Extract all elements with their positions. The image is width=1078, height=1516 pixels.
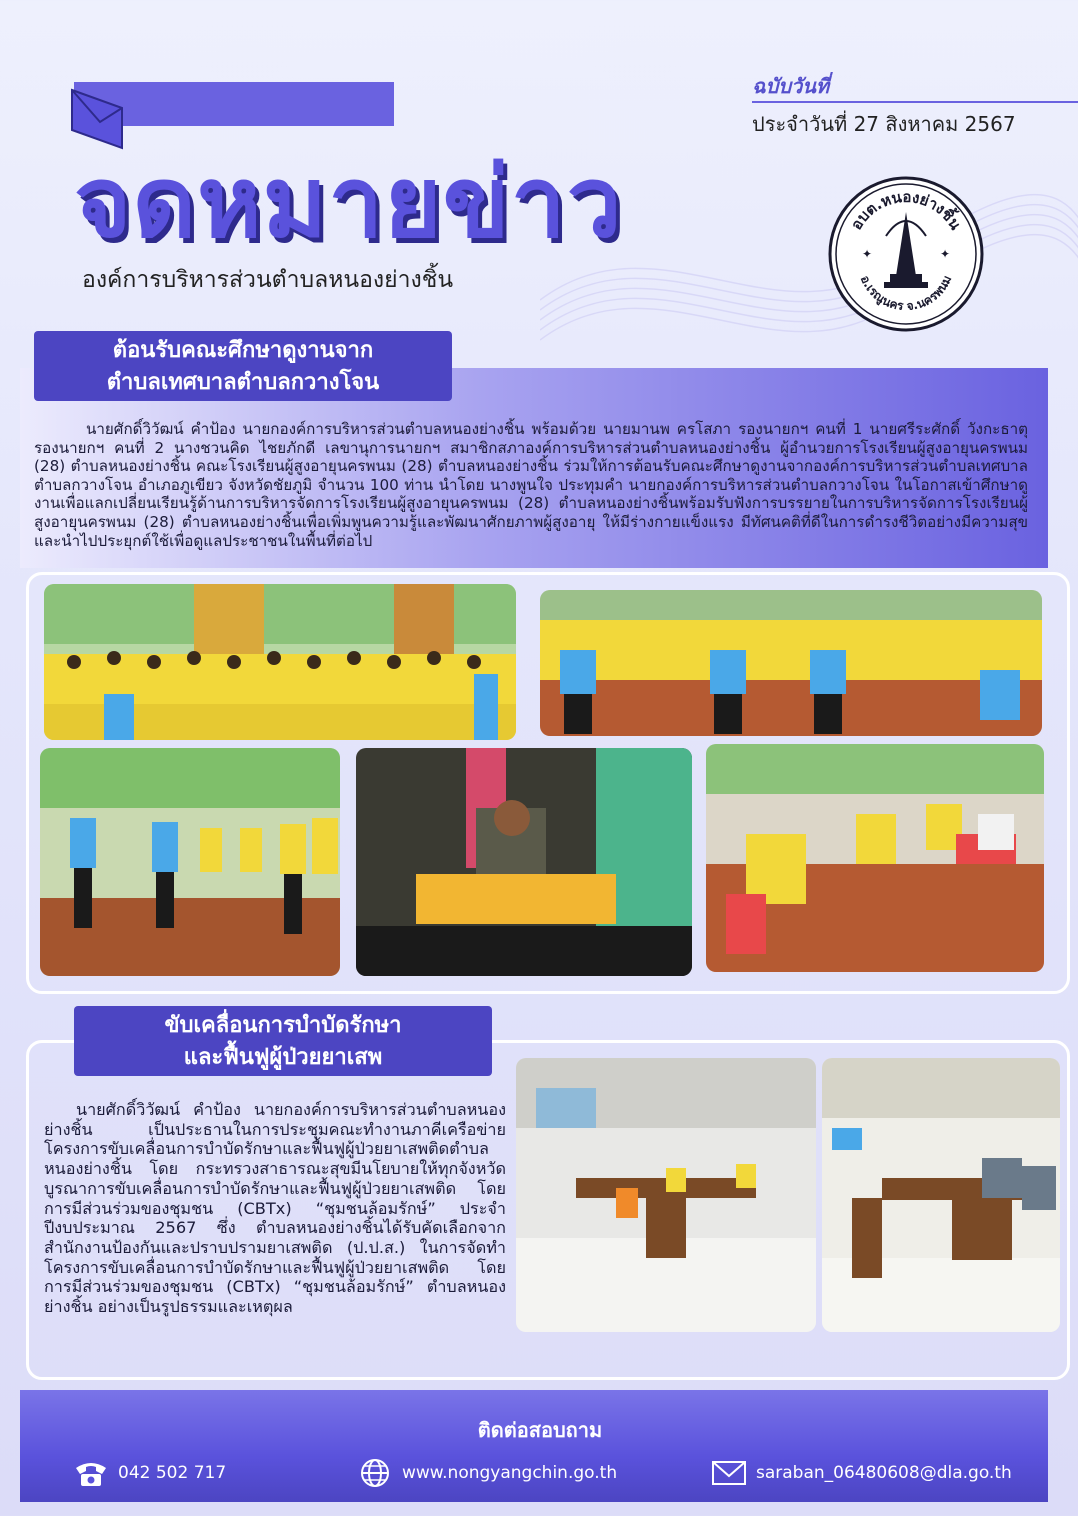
footer-title: ติดต่อสอบถาม [477, 1418, 603, 1442]
footer-website[interactable] [356, 1458, 617, 1488]
masthead-title: จดหมายข่าว [74, 146, 623, 260]
seal-text-top: อบต.หนองย่างชิ้น [847, 187, 965, 233]
section1-body: นายศักดิ์วิวัฒน์ คำป้อง นายกองค์การบริหารส่วนตำบลหนองย่างชิ้น พร้อมด้วย นายมานพ ครโสภา รองนายกฯ คนที่ 1 นายศรีระศักดิ์ วังกะธาตุ รองนายกฯ คนที่ 2 นางชวนคิด ไชยภักดี เลขานุการนายกฯ สมาชิกสภาองค์การบริหารส่วนตำบลหนองย่างชิ้น ผู้อำนวยการโรงเรียนผู้สูงอายุนครพนม (28) ตำบลหนองย่างชิ้น คณะโรงเรียนผู้สูงอายุนครพนม (28) ตำบลหนองย่างชิ้น ร่วมให้การต้อนรับคณะศึกษาดูงานจากองค์การบริหารส่วนตำบลเทศบาลตำบลกวางโจน อำเภอภูเขียว จังหวัดชัยภูมิ จำนวน 100 ท่าน นำโดย นางพูนใจ ประทุมคำ นายกองค์การบริหารส่วนตำบลกวางโจน ในโอกาสเข้าศึกษาดูงานเพื่อแลกเปลี่ยนเรียนรู้ด้านการบริหารจัดการโรงเรียนผู้สูงอายุนครพนม (28) ตำบลหนองย่างชิ้นพร้อมรับฟังการบรรยายในการบริหารจัดการโรงเรียนผู้สูงอายุนครพนม (28) ตำบลหนองย่างชิ้นเพื่อเพิ่มพูนความรู้และพัฒนาศักยภาพผู้สูงอายุ ให้มีร่างกายแข็งแรง มีทัศนคติที่ดีในการดำรงชีวิตอย่างมีความสุขและนำไปประยุกต์ใช้เพื่อดูแลประชาชนในพื้นที่ต่อไป [34, 420, 1028, 550]
photo-speaker-podium [356, 748, 692, 976]
seal-text-bottom: อ.เรณูนคร จ.นครพนม [857, 273, 955, 314]
footer-email[interactable] [710, 1458, 1012, 1488]
issue-date: ประจำวันที่ 27 สิงหาคม 2567 [752, 112, 1016, 136]
section2-title-line1: ขับเคลื่อนการบำบัดรักษา [164, 1013, 402, 1038]
phone-number: 042 502 717 [118, 1463, 227, 1483]
photo-meeting-hall [516, 1058, 816, 1332]
section2-body: นายศักดิ์วิวัฒน์ คำป้อง นายกองค์การบริหารส่วนตำบลหนองย่างชิ้น เป็นประธานในการประชุมคณะทำงานภาคีเครือข่ายโครงการขับเคลื่อนการบำบัดรักษาและฟื้นฟูผู้ป่วยยาเสพติดตำบลหนองย่างชิ้น โดย กระทรวงสาธารณะสุขมีนโยบายให้ทุกจังหวัด บูรณาการขับเคลื่อนการบำบัดรักษาและฟื้นฟูผู้ป่วยยาเสพติด โดยการมีส่วนร่วมของชุมชน (CBTx) “ชุมชนล้อมรักษ์” ประจำปีงบประมาณ 2567 ซึ่ง ตำบลหนองย่างชิ้นได้รับคัดเลือกจากสำนักงานป้องกันและปราบปรามยาเสพติด (ป.ป.ส.) ในการจัดทำโครงการขับเคลื่อนการบำบัดรักษาและฟื้นฟูผู้ป่วยยาเสพติด โดยการมีส่วนร่วมของชุมชน (CBTx) “ชุมชนล้อมรักษ์” ตำบลหนองย่างชิ้น อย่างเป็นรูปธรรมและเหตุผล [44, 1100, 506, 1317]
photo-group-welcome [44, 584, 516, 740]
photo-seated-audience [706, 744, 1044, 972]
organization-seal-logo [826, 176, 986, 332]
issue-divider [752, 101, 1078, 103]
website-link[interactable]: www.nongyangchin.go.th [402, 1463, 618, 1483]
section1-title-box [34, 331, 452, 401]
issue-label: ฉบับวันที่ [752, 74, 830, 98]
mail-icon [710, 1458, 748, 1488]
section2-title-box [74, 1006, 492, 1076]
photo-exercise-group [540, 590, 1042, 736]
svg-text:✦: ✦ [940, 247, 951, 261]
organization-name: องค์การบริหารส่วนตำบลหนองย่างชิ้น [82, 267, 454, 293]
photo-singing-line [40, 748, 340, 976]
envelope-icon [70, 84, 124, 150]
phone-icon [72, 1458, 110, 1488]
globe-icon [356, 1458, 394, 1488]
email-address[interactable]: saraban_06480608@dla.go.th [756, 1463, 1012, 1483]
section1-title-line2: ตำบลเทศบาลตำบลกวางโจน [106, 370, 380, 395]
svg-text:✦: ✦ [862, 247, 873, 261]
section2-title-line2: และฟื้นฟูผู้ป่วยยาเสพ [183, 1045, 383, 1070]
photo-meeting-table [822, 1058, 1060, 1332]
footer-phone[interactable] [72, 1458, 226, 1488]
section1-title-line1: ต้อนรับคณะศึกษาดูงานจาก [112, 338, 374, 363]
